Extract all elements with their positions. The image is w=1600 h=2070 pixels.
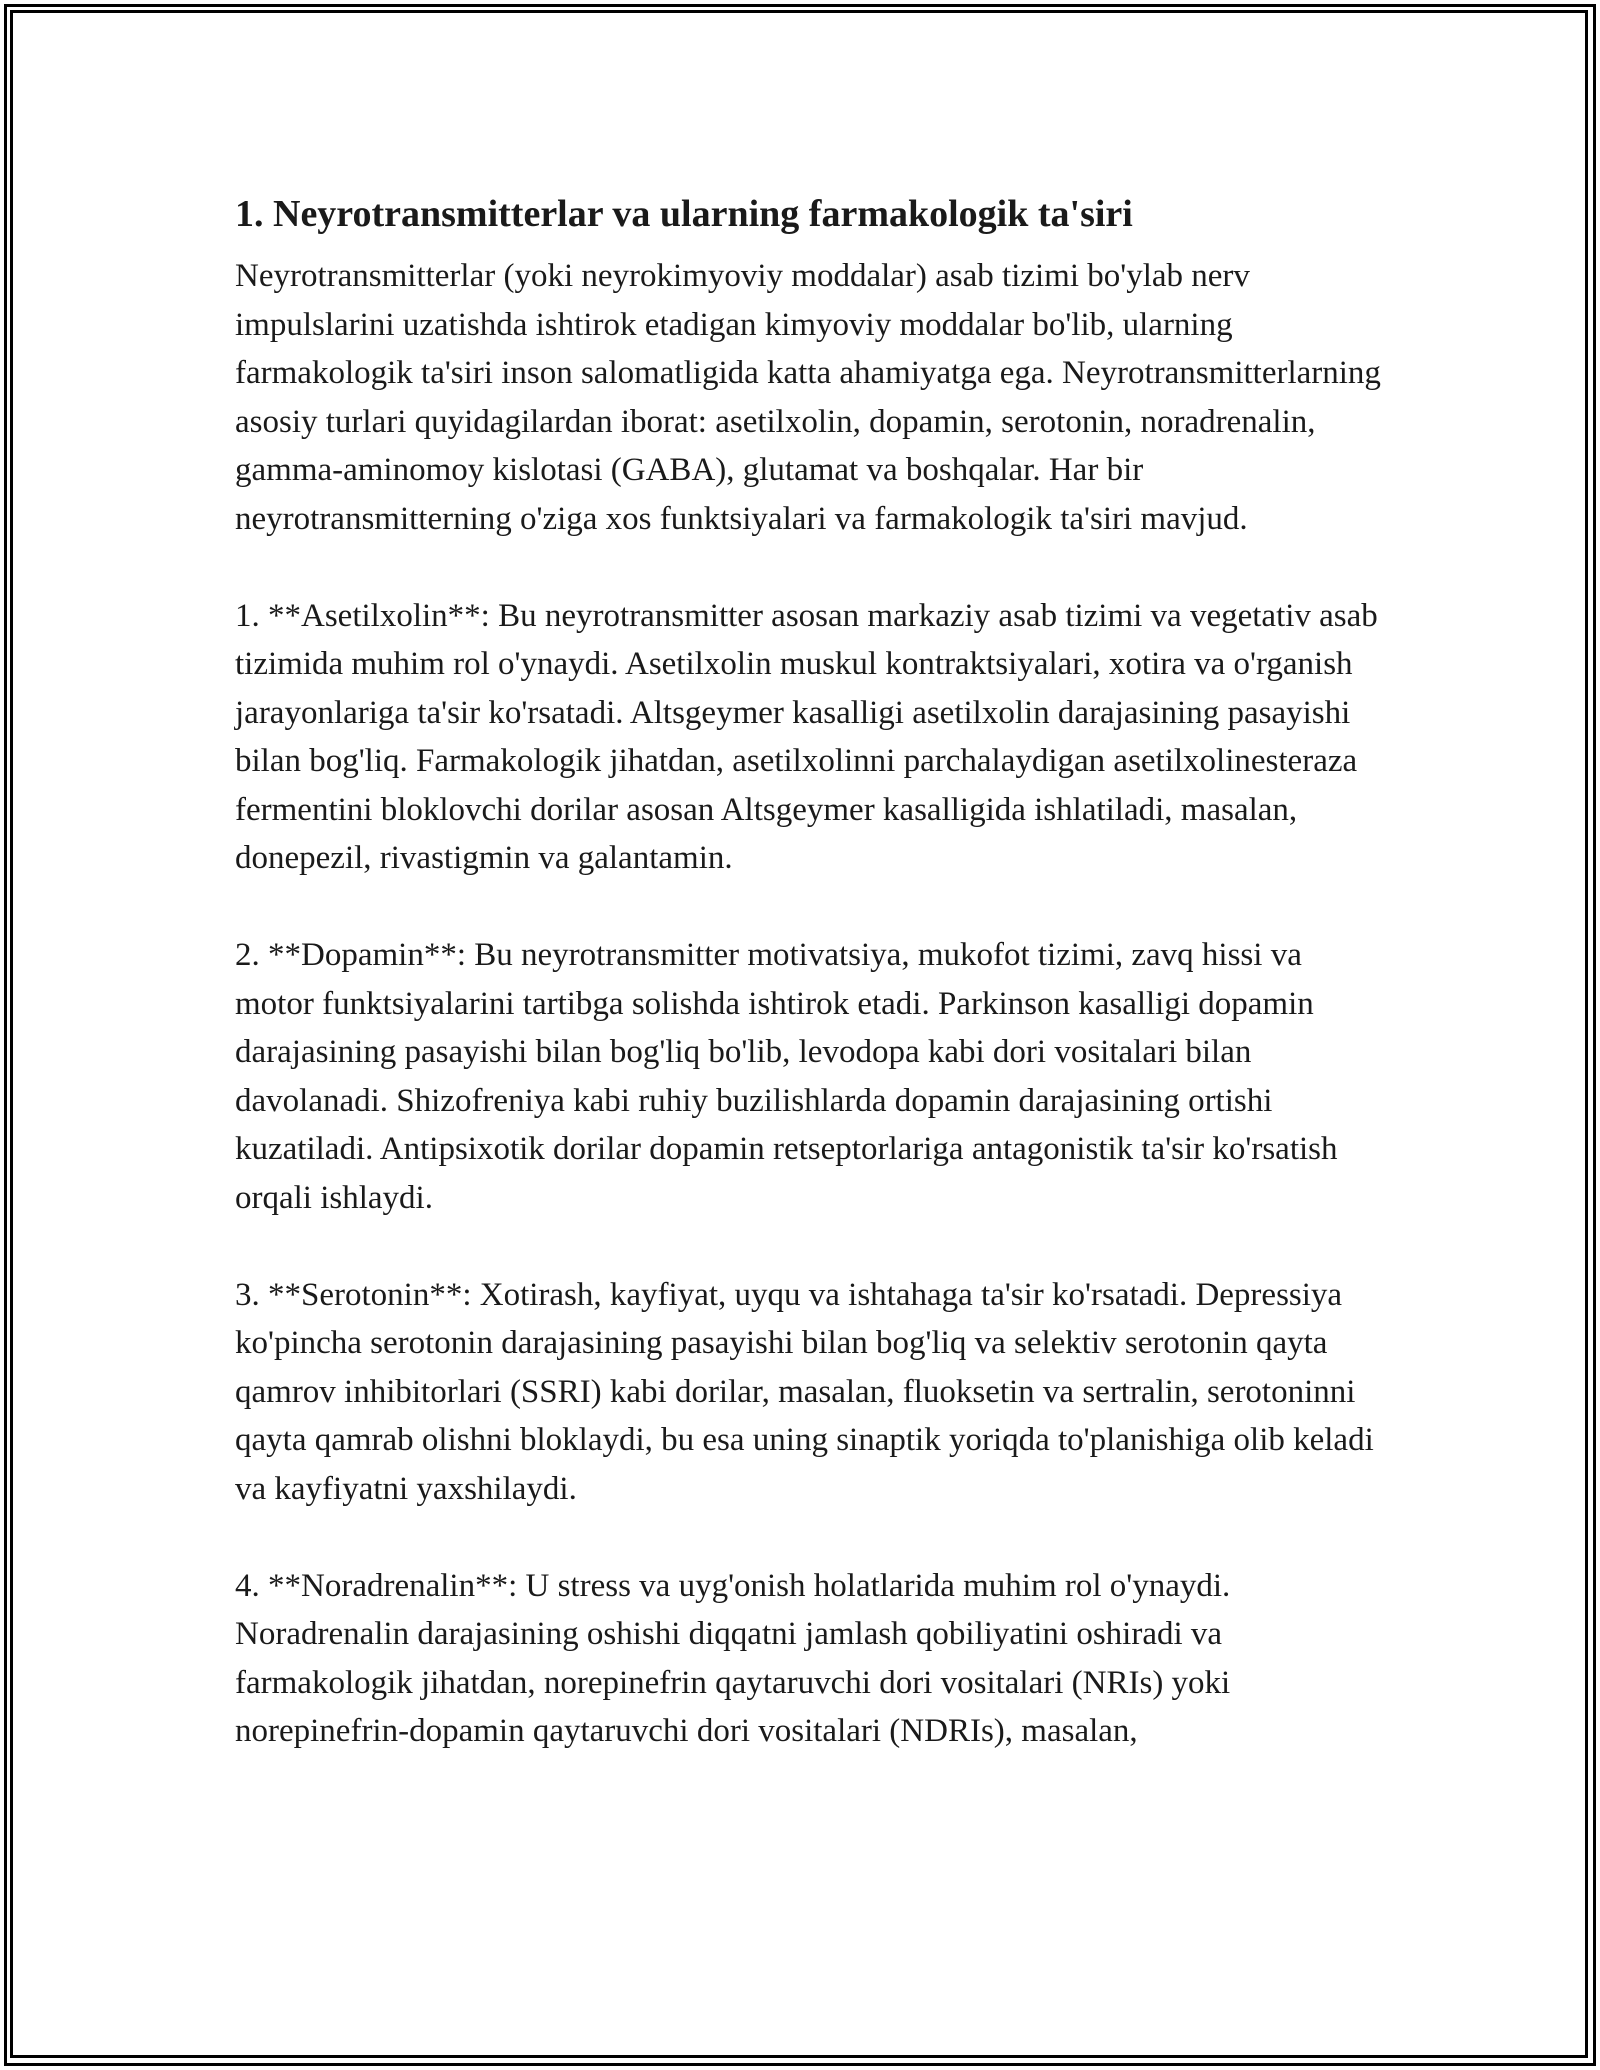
paragraph-serotonin: 3. **Serotonin**: Xotirash, kayfiyat, uyqu va ishtahaga ta'sir ko'rsatadi. Depressiya ko'pincha serotonin darajasining pasayishi bilan bog'liq va selektiv serotonin qayta qamrov inhibitorlari (SSRI) kabi dorilar, masalan, fluoksetin va sertralin, serotoninni qayta qamrab olishni bloklaydi, bu esa uning sinaptik yoriqda to'planishiga olib keladi va kayfiyatni yaxshilaydi. [235, 1276, 1374, 1507]
paragraph-acetylcholine: 1. **Asetilxolin**: Bu neyrotransmitter asosan markaziy asab tizimi va vegetativ asab tizimida muhim rol o'ynaydi. Asetilxolin muskul kontraktsiyalari, xotira va o'rganish jarayonlariga ta'sir ko'rsatadi. Altsgeymer kasalligi asetilxolin darajasining pasayishi bilan bog'liq. Farmakologik jihatdan, asetilxolinni parchalaydigan asetilxolinesteraza fermentini bloklovchi dorilar asosan Altsgeymer kasalligida ishlatiladi, masalan, donepezil, rivastigmin va galantamin. [235, 597, 1378, 876]
document-body [235, 188, 1385, 1804]
paragraph-noradrenaline: 4. **Noradrenalin**: U stress va uyg'onish holatlarida muhim rol o'ynaydi. Noradrenalin darajasining oshishi diqqatni jamlash qobiliyatini oshiradi va farmakologik jihatdan, norepinefrin qaytaruvchi dori vositalari (NRIs) yoki norepinefrin-dopamin qaytaruvchi dori vositalari (NDRIs), masalan, [235, 1567, 1231, 1749]
paragraph-dopamine: 2. **Dopamin**: Bu neyrotransmitter motivatsiya, mukofot tizimi, zavq hissi va motor funktsiyalarini tartibga solishda ishtirok etadi. Parkinson kasalligi dopamin darajasining pasayishi bilan bog'liq bo'lib, levodopa kabi dori vositalari bilan davolanadi. Shizofreniya kabi ruhiy buzilishlarda dopamin darajasining ortishi kuzatiladi. Antipsixotik dorilar dopamin retseptorlariga antagonistik ta'sir ko'rsatish orqali ishlaydi. [235, 937, 1338, 1216]
document-title: 1. Neyrotransmitterlar va ularning farmakologik ta'siri [235, 193, 1133, 235]
intro-paragraph: Neyrotransmitterlar (yoki neyrokimyoviy moddalar) asab tizimi bo'ylab nerv impulslarini uzatishda ishtirok etadigan kimyoviy moddalar bo'lib, ularning farmakologik ta'siri inson salomatligida katta ahamiyatga ega. Neyrotransmitterlarning asosiy turlari quyidagilardan iborat: asetilxolin, dopamin, serotonin, noradrenalin, gamma-aminomoy kislotasi (GABA), glutamat va boshqalar. Har bir neyrotransmitterning o'ziga xos funktsiyalari va farmakologik ta'siri mavjud. [235, 258, 1381, 537]
